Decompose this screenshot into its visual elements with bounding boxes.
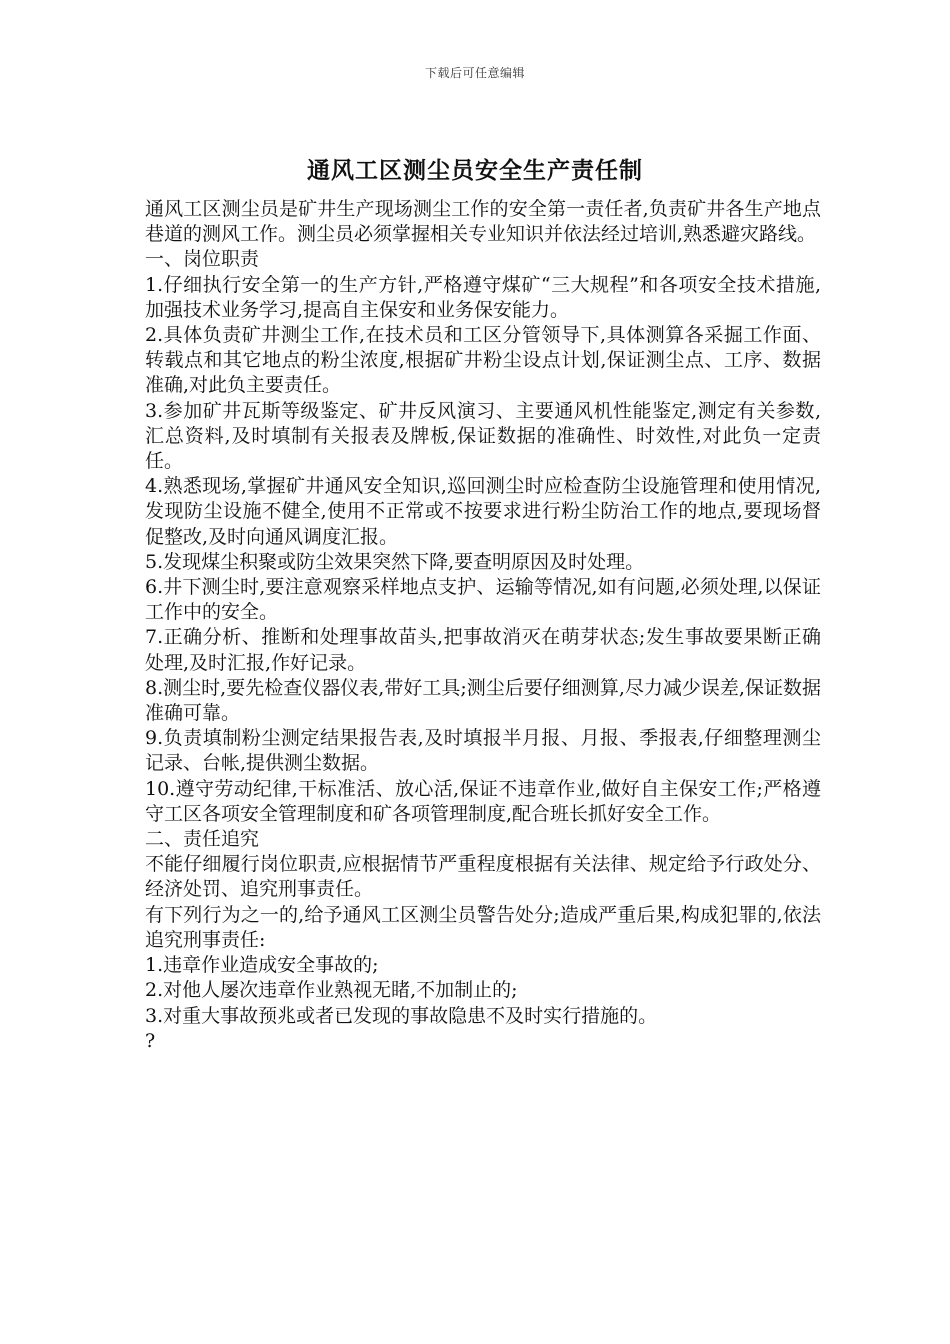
header-note: 下载后可任意编辑 xyxy=(424,66,525,80)
duty-item-4: 4.熟悉现场,掌握矿井通风安全知识,巡回测尘时应检查防尘设施管理和使用情况,发现防尘设施不健全,使用不正常或不按要求进行粉尘防治工作的地点,要现场督促整改,及时向通风调度汇报。 xyxy=(145,475,821,548)
trailing-mark: ? xyxy=(145,1029,156,1052)
duty-item-7: 7.正确分析、推断和处理事故苗头,把事故消灭在萌芽状态;发生事故要果断正确处理,及时汇报,作好记录。 xyxy=(145,626,821,674)
duty-item-1: 1.仔细执行安全第一的生产方针,严格遵守煤矿“三大规程”和各项安全技术措施,加强技术业务学习,提高自主保安和业务保安能力。 xyxy=(145,273,821,321)
section-heading-duties: 一、岗位职责 xyxy=(145,248,260,271)
document-title: 通风工区测尘员安全生产责任制 xyxy=(307,157,643,184)
duty-item-5: 5.发现煤尘积聚或防尘效果突然下降,要查明原因及时处理。 xyxy=(145,550,645,573)
duty-item-10: 10.遵守劳动纪律,干标准活、放心活,保证不违章作业,做好自主保安工作;严格遵守工区各项安全管理制度和矿各项管理制度,配合班长抓好安全工作。 xyxy=(145,777,821,825)
penalty-item-1: 1.违章作业造成安全事故的; xyxy=(145,954,379,977)
penalty-item-3: 3.对重大事故预兆或者已发现的事故隐患不及时实行措施的。 xyxy=(145,1004,658,1027)
penalty-item-2: 2.对他人屡次违章作业熟视无睹,不加制止的; xyxy=(145,979,518,1002)
intro-paragraph: 通风工区测尘员是矿井生产现场测尘工作的安全第一责任者,负责矿井各生产地点巷道的测风工作。测尘员必须掌握相关专业知识并依法经过培训,熟悉避灾路线。 xyxy=(145,198,821,246)
duty-item-9: 9.负责填制粉尘测定结果报告表,及时填报半月报、月报、季报表,仔细整理测尘记录、台帐,提供测尘数据。 xyxy=(145,727,821,775)
penalty-paragraph: 有下列行为之一的,给予通风工区测尘员警告处分;造成严重后果,构成犯罪的,依法追究刑事责任: xyxy=(145,903,821,951)
duty-item-6: 6.井下测尘时,要注意观察采样地点支护、运输等情况,如有问题,必须处理,以保证工作中的安全。 xyxy=(145,576,821,624)
duty-item-2: 2.具体负责矿井测尘工作,在技术员和工区分管领导下,具体测算各采掘工作面、转载点和其它地点的粉尘浓度,根据矿井粉尘设点计划,保证测尘点、工序、数据准确,对此负主要责任。 xyxy=(145,324,821,397)
duty-item-8: 8.测尘时,要先检查仪器仪表,带好工具;测尘后要仔细测算,尽力减少误差,保证数据准确可靠。 xyxy=(145,676,821,725)
document-body xyxy=(145,197,821,1054)
accountability-paragraph: 不能仔细履行岗位职责,应根据情节严重程度根据有关法律、规定给予行政处分、经济处罚、追究刑事责任。 xyxy=(145,853,821,901)
section-heading-accountability: 二、责任追究 xyxy=(145,828,260,851)
duty-item-3: 3.参加矿井瓦斯等级鉴定、矿井反风演习、主要通风机性能鉴定,测定有关参数,汇总资料,及时填制有关报表及牌板,保证数据的准确性、时效性,对此负一定责任。 xyxy=(145,399,821,473)
